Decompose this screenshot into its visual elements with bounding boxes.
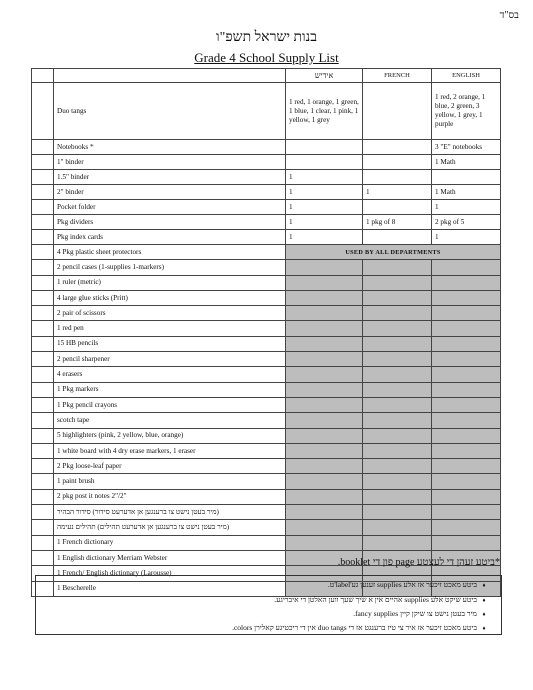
french-cell [363, 170, 432, 185]
row-number-cell [32, 428, 54, 443]
shaded-cell [363, 367, 432, 382]
table-row [32, 336, 501, 351]
table-row [32, 200, 501, 215]
shaded-cell [286, 535, 363, 550]
instruction-text: ביטע מאכט זיכער אז איר צי טיז ברענגט אז די duo tangs אין די ריכטיגע קאלירן colors. [232, 623, 477, 632]
shaded-cell [432, 474, 501, 489]
item-cell: (מיר בעטן נישט צו ברענגען אן אדערעט סידור) סידור הבהיר [54, 505, 286, 520]
row-number-cell [32, 83, 54, 140]
shaded-cell [286, 336, 363, 351]
booklet-note: *ביטע זעהן די לעצטע page פון די booklet. [337, 557, 500, 568]
row-number-cell [32, 397, 54, 412]
row-number-cell [32, 290, 54, 305]
shaded-cell [286, 520, 363, 535]
item-cell: Duo tangs [54, 83, 286, 140]
instruction-text: ביטע מאכט זיכער אז אלע supplies זענען גע'label'ט. [327, 580, 477, 589]
item-cell: 15 HB pencils [54, 336, 286, 351]
shaded-cell [432, 382, 501, 397]
shaded-cell [363, 520, 432, 535]
item-cell: 2" binder [54, 185, 286, 200]
yiddish-cell: 1 [286, 170, 363, 185]
table-row [32, 520, 501, 535]
shaded-cell [286, 382, 363, 397]
item-cell: 1 English dictionary Merriam Webster [54, 550, 286, 565]
shaded-cell [432, 306, 501, 321]
table-row [32, 215, 501, 230]
yiddish-column-header: אידיש [286, 69, 363, 83]
english-cell: 1 red, 2 orange, 1 blue, 2 green, 3 yellow, 1 grey, 1 purple [432, 83, 501, 140]
shaded-cell [363, 459, 432, 474]
row-number-cell [32, 535, 54, 550]
english-cell: 1 Math [432, 185, 501, 200]
supply-table [31, 68, 501, 597]
french-cell [363, 140, 432, 155]
shaded-cell [363, 413, 432, 428]
instruction-item [232, 623, 491, 632]
english-cell: 3 "E" notebooks [432, 140, 501, 155]
table-row [32, 505, 501, 520]
table-row [32, 290, 501, 305]
table-row [32, 489, 501, 504]
shaded-cell [363, 336, 432, 351]
number-column-header [32, 69, 54, 83]
row-number-cell [32, 443, 54, 458]
french-column-header: FRENCH [363, 69, 432, 83]
table-header-row [32, 69, 501, 83]
shaded-cell [432, 505, 501, 520]
row-number-cell [32, 336, 54, 351]
table-row [32, 306, 501, 321]
row-number-cell [32, 140, 54, 155]
diamond-bullet-icon: ♦ [482, 598, 486, 604]
item-cell: scotch tape [54, 413, 286, 428]
yiddish-cell: 1 red, 1 orange, 1 green, 1 blue, 1 clear, 1 pink, 1 yellow, 1 grey [286, 83, 363, 140]
item-cell: Notebooks * [54, 140, 286, 155]
row-number-cell [32, 245, 54, 260]
shaded-cell [286, 367, 363, 382]
item-cell: 2 pencil sharpener [54, 352, 286, 367]
row-number-cell [32, 155, 54, 170]
table-row [32, 459, 501, 474]
shaded-cell [432, 336, 501, 351]
shaded-cell [432, 428, 501, 443]
table-row [32, 245, 501, 260]
shaded-cell [363, 306, 432, 321]
yiddish-cell: 1 [286, 185, 363, 200]
shaded-cell [286, 489, 363, 504]
item-cell: 1 Pkg markers [54, 382, 286, 397]
shaded-cell [363, 474, 432, 489]
row-number-cell [32, 550, 54, 565]
english-cell: 1 [432, 230, 501, 245]
table-row [32, 260, 501, 275]
shaded-cell [286, 474, 363, 489]
item-cell: 4 erasers [54, 367, 286, 382]
item-cell: Pocket folder [54, 200, 286, 215]
row-number-cell [32, 367, 54, 382]
french-cell [363, 200, 432, 215]
instructions-box [35, 575, 502, 635]
table-row [32, 155, 501, 170]
item-cell: (מיר בעטן נישט צו ברענגען אן אדערעט תהילים) תהילים נעימה [54, 520, 286, 535]
shaded-cell [363, 443, 432, 458]
instruction-item [328, 580, 491, 589]
table-row [32, 275, 501, 290]
row-number-cell [32, 413, 54, 428]
item-cell: 2 Pkg loose-leaf paper [54, 459, 286, 474]
french-cell [363, 155, 432, 170]
instruction-item [353, 609, 491, 618]
french-cell: 1 [363, 185, 432, 200]
shaded-cell [286, 505, 363, 520]
item-cell: 4 large glue sticks (Pritt) [54, 290, 286, 305]
shaded-cell [286, 443, 363, 458]
shaded-cell [432, 367, 501, 382]
item-cell: Pkg dividers [54, 215, 286, 230]
english-column-header: ENGLISH [432, 69, 501, 83]
yiddish-cell [286, 155, 363, 170]
row-number-cell [32, 170, 54, 185]
shaded-cell [363, 535, 432, 550]
used-by-all-label: USED BY ALL DEPARTMENTS [286, 245, 501, 260]
table-row [32, 474, 501, 489]
table-body [32, 83, 501, 597]
item-cell: 5 highlighters (pink, 2 yellow, blue, orange) [54, 428, 286, 443]
shaded-cell [432, 321, 501, 336]
item-cell: 1 Pkg pencil crayons [54, 397, 286, 412]
item-cell: 1.5" binder [54, 170, 286, 185]
shaded-cell [286, 306, 363, 321]
bsd-header: בס"ד [499, 10, 519, 21]
shaded-cell [432, 520, 501, 535]
shaded-cell [432, 290, 501, 305]
row-number-cell [32, 459, 54, 474]
table-row [32, 170, 501, 185]
french-cell: 1 pkg of 8 [363, 215, 432, 230]
shaded-cell [432, 413, 501, 428]
yiddish-cell [286, 140, 363, 155]
item-cell: 1 ruler (metric) [54, 275, 286, 290]
shaded-cell [432, 489, 501, 504]
page-title: Grade 4 School Supply List [194, 50, 339, 65]
yiddish-cell: 1 [286, 230, 363, 245]
item-cell: 1 red pen [54, 321, 286, 336]
english-cell [432, 170, 501, 185]
instruction-text: מיר בעטן נישט צו שיקן קיין fancy supplies. [353, 609, 477, 618]
french-cell [363, 230, 432, 245]
english-cell: 1 [432, 200, 501, 215]
english-cell: 1 Math [432, 155, 501, 170]
shaded-cell [363, 505, 432, 520]
row-number-cell [32, 489, 54, 504]
diamond-bullet-icon: ♦ [482, 612, 486, 618]
row-number-cell [32, 230, 54, 245]
item-cell: 1 paint brush [54, 474, 286, 489]
shaded-cell [363, 321, 432, 336]
shaded-cell [432, 260, 501, 275]
shaded-cell [363, 275, 432, 290]
table-row [32, 230, 501, 245]
item-cell: 1 French/ English dictionary (Larousse) [54, 566, 286, 581]
row-number-cell [32, 215, 54, 230]
shaded-cell [286, 352, 363, 367]
english-cell: 2 pkg of 5 [432, 215, 501, 230]
shaded-cell [432, 275, 501, 290]
yiddish-cell: 1 [286, 200, 363, 215]
shaded-cell [432, 397, 501, 412]
shaded-cell [432, 352, 501, 367]
row-number-cell [32, 520, 54, 535]
shaded-cell [363, 489, 432, 504]
shaded-cell [363, 382, 432, 397]
shaded-cell [286, 428, 363, 443]
row-number-cell [32, 306, 54, 321]
table-row [32, 382, 501, 397]
shaded-cell [286, 321, 363, 336]
row-number-cell [32, 382, 54, 397]
table-row [32, 140, 501, 155]
item-cell: 4 Pkg plastic sheet protectors [54, 245, 286, 260]
shaded-cell [286, 413, 363, 428]
table-row [32, 443, 501, 458]
school-title: בנות ישראל תשפ"ו [216, 30, 317, 45]
shaded-cell [286, 397, 363, 412]
shaded-cell [432, 443, 501, 458]
table-row [32, 535, 501, 550]
item-cell: 1 Bescherelle [54, 581, 286, 596]
instruction-item [274, 595, 491, 604]
row-number-cell [32, 474, 54, 489]
row-number-cell [32, 260, 54, 275]
table-row [32, 352, 501, 367]
shaded-cell [363, 352, 432, 367]
table-row [32, 185, 501, 200]
french-cell [363, 83, 432, 140]
row-number-cell [32, 352, 54, 367]
yiddish-cell: 1 [286, 215, 363, 230]
item-cell: 1" binder [54, 155, 286, 170]
row-number-cell [32, 200, 54, 215]
shaded-cell [363, 290, 432, 305]
item-cell: 1 French dictionary [54, 535, 286, 550]
item-cell: 2 pencil cases (1-supplies 1-markers) [54, 260, 286, 275]
table-row [32, 83, 501, 140]
shaded-cell [363, 260, 432, 275]
table-row [32, 367, 501, 382]
diamond-bullet-icon: ♦ [482, 626, 486, 632]
shaded-cell [286, 290, 363, 305]
shaded-cell [363, 428, 432, 443]
shaded-cell [363, 397, 432, 412]
row-number-cell [32, 185, 54, 200]
shaded-cell [432, 459, 501, 474]
item-cell: 2 pkg post it notes 2"/2" [54, 489, 286, 504]
row-number-cell [32, 505, 54, 520]
item-cell: 1 white board with 4 dry erase markers, 1 eraser [54, 443, 286, 458]
table-row [32, 413, 501, 428]
diamond-bullet-icon: ♦ [482, 583, 486, 589]
table-row [32, 397, 501, 412]
item-column-header [54, 69, 286, 83]
shaded-cell [286, 275, 363, 290]
shaded-cell [432, 535, 501, 550]
row-number-cell [32, 275, 54, 290]
table-row [32, 321, 501, 336]
row-number-cell [32, 321, 54, 336]
shaded-cell [286, 459, 363, 474]
item-cell: 2 pair of scissors [54, 306, 286, 321]
shaded-cell [286, 260, 363, 275]
item-cell: Pkg index cards [54, 230, 286, 245]
instruction-text: ביטע שיקט אלע supplies אהיים אין א שיך שעך ווען האלטן די איבריגע. [274, 595, 477, 604]
table-row [32, 428, 501, 443]
